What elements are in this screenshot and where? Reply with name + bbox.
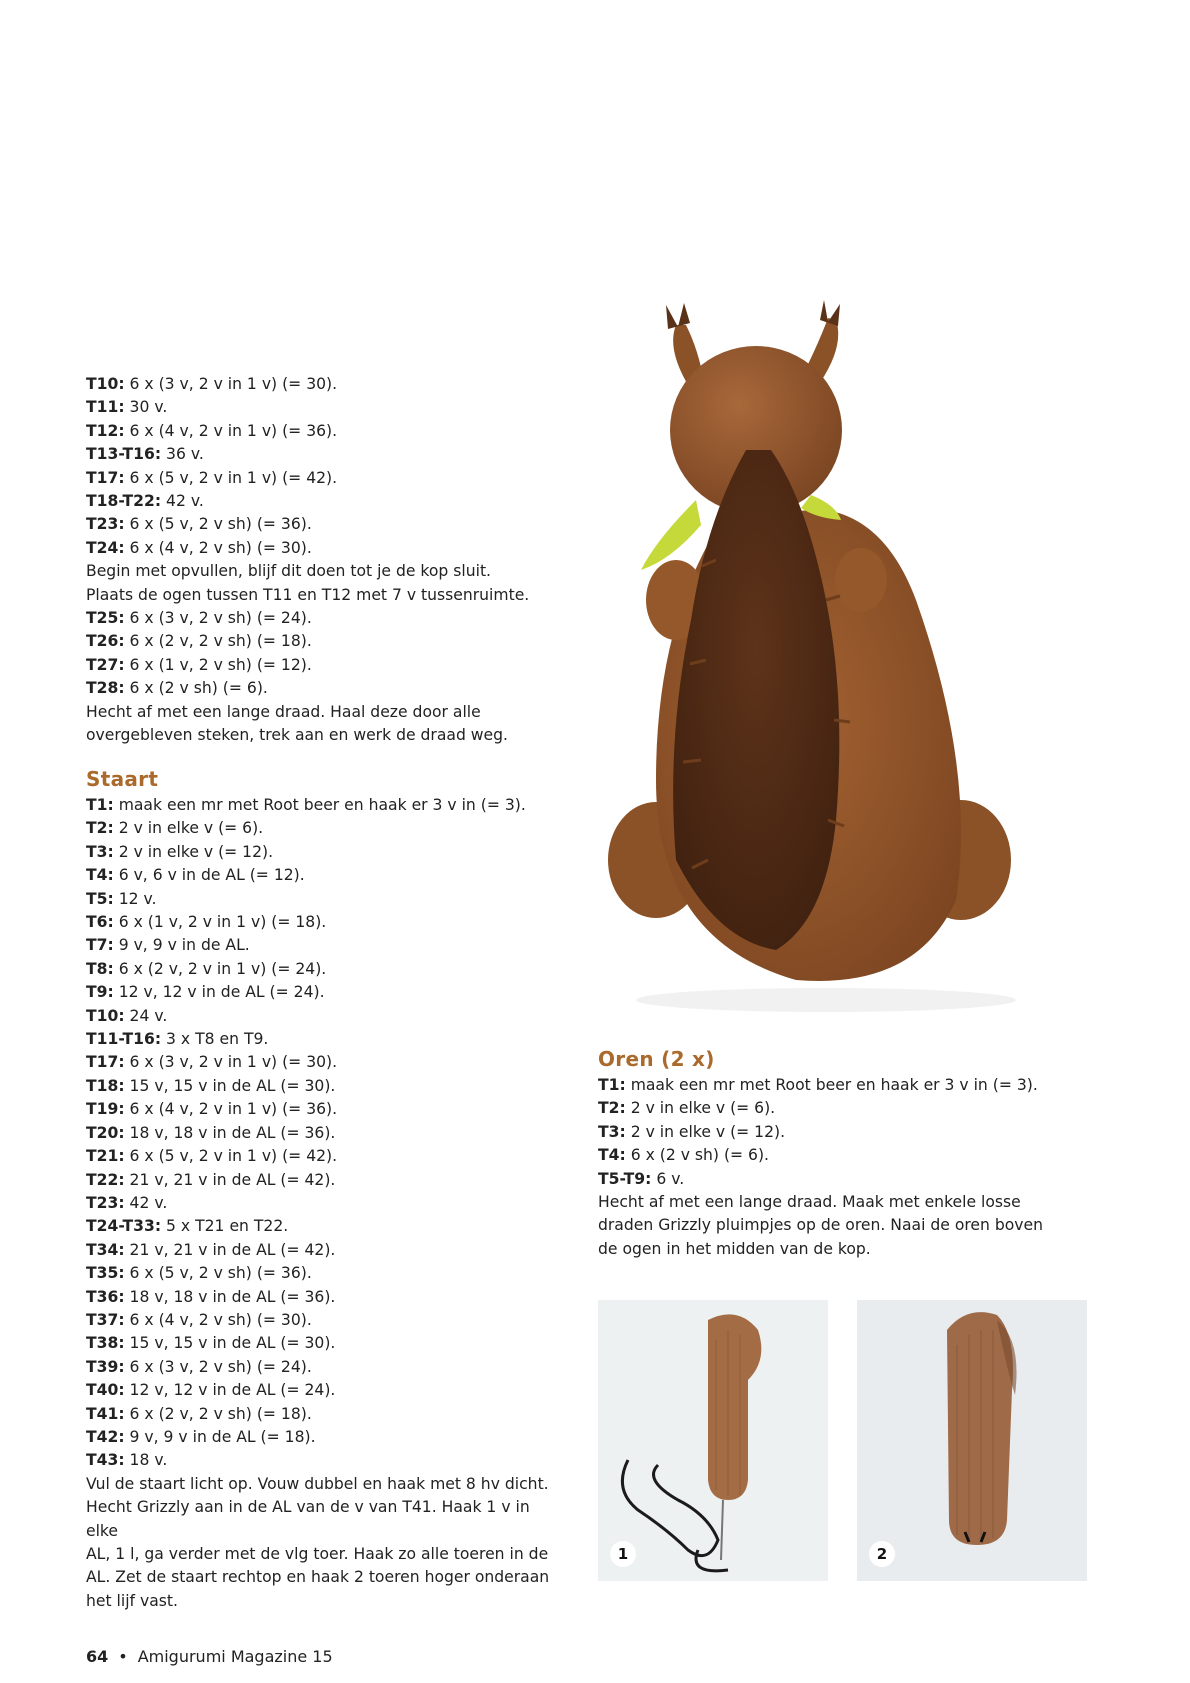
round-label: T28: xyxy=(86,679,125,698)
round-text: 15 v, 15 v in de AL (= 30). xyxy=(124,1334,336,1353)
round-text: 6 x (4 v, 2 v sh) (= 30). xyxy=(124,1310,312,1329)
round-label: T3: xyxy=(86,842,114,861)
pattern-line xyxy=(86,1426,566,1449)
round-text: 12 v. xyxy=(113,889,157,908)
round-text: 6 x (3 v, 2 v in 1 v) (= 30). xyxy=(124,375,338,393)
pattern-line xyxy=(86,373,556,396)
round-label: T9: xyxy=(86,983,114,1002)
round-text: 6 v. xyxy=(651,1169,685,1188)
round-text: 6 x (4 v, 2 v in 1 v) (= 36). xyxy=(124,1100,338,1119)
pattern-line xyxy=(86,677,556,700)
round-text: 6 x (3 v, 2 v sh) (= 24). xyxy=(124,1357,312,1376)
round-text: 6 x (5 v, 2 v in 1 v) (= 42). xyxy=(124,468,338,487)
round-text: 6 x (2 v, 2 v sh) (= 18). xyxy=(124,1404,312,1423)
round-label: T11: xyxy=(86,398,125,417)
round-text: het lijf vast. xyxy=(86,1591,178,1610)
round-label: T25: xyxy=(86,609,125,628)
round-label: T10: xyxy=(86,1006,125,1025)
round-label: T22: xyxy=(86,1170,125,1189)
pattern-line xyxy=(86,1075,566,1098)
pattern-line xyxy=(86,794,566,817)
round-label: T24-T33: xyxy=(86,1217,162,1236)
round-label: T43: xyxy=(86,1451,125,1470)
pattern-line xyxy=(86,1473,566,1496)
round-text: maak een mr met Root beer en haak er 3 v in (= 3). xyxy=(113,796,526,814)
round-label: T21: xyxy=(86,1147,125,1166)
pattern-line xyxy=(598,1074,1078,1097)
pattern-line xyxy=(598,1097,1078,1120)
pattern-line xyxy=(86,701,556,724)
round-label: T34: xyxy=(86,1240,125,1259)
round-label: T38: xyxy=(86,1334,125,1353)
round-text: AL, 1 l, ga verder met de vlg toer. Haak zo alle toeren in de xyxy=(86,1545,549,1563)
round-text: 18 v. xyxy=(124,1451,168,1470)
pattern-line xyxy=(86,1332,566,1355)
pattern-line xyxy=(598,1238,1078,1261)
pattern-line xyxy=(86,1543,566,1566)
round-text: 21 v, 21 v in de AL (= 42). xyxy=(124,1170,336,1189)
round-text: 6 x (2 v, 2 v in 1 v) (= 24). xyxy=(113,959,327,978)
round-text: 6 x (4 v, 2 v in 1 v) (= 36). xyxy=(124,421,338,440)
pattern-line xyxy=(86,958,566,981)
round-label: T2: xyxy=(86,819,114,838)
round-text: 12 v, 12 v in de AL (= 24). xyxy=(113,983,325,1002)
round-text: 30 v. xyxy=(124,398,168,417)
pattern-line xyxy=(86,396,556,419)
pattern-line xyxy=(598,1144,1078,1167)
round-text: Vul de staart licht op. Vouw dubbel en haak met 8 hv dicht. xyxy=(86,1474,549,1493)
pattern-line xyxy=(86,841,566,864)
round-label: T1: xyxy=(598,1076,626,1094)
round-label: T27: xyxy=(86,655,125,674)
round-text: 21 v, 21 v in de AL (= 42). xyxy=(124,1240,336,1259)
pattern-line xyxy=(86,864,566,887)
round-label: T19: xyxy=(86,1100,125,1119)
pattern-line xyxy=(86,443,556,466)
pattern-line xyxy=(86,1051,566,1074)
pattern-line xyxy=(86,560,556,583)
pattern-line xyxy=(86,1286,566,1309)
squirrel-back-photo xyxy=(596,300,1066,1020)
pattern-line xyxy=(598,1121,1078,1144)
round-text: 24 v. xyxy=(124,1006,168,1025)
pattern-line xyxy=(86,1379,566,1402)
round-label: T18: xyxy=(86,1076,125,1095)
round-text: 2 v in elke v (= 6). xyxy=(113,819,264,838)
round-text: 15 v, 15 v in de AL (= 30). xyxy=(124,1076,336,1095)
pattern-line xyxy=(86,1566,566,1589)
pattern-line xyxy=(86,584,556,607)
round-text: 2 v in elke v (= 12). xyxy=(113,842,274,861)
pattern-line xyxy=(598,1191,1078,1214)
round-text: 6 x (2 v sh) (= 6). xyxy=(124,679,268,698)
round-text: 5 x T21 en T22. xyxy=(161,1217,289,1236)
squirrel-illustration xyxy=(596,300,1066,1020)
round-label: T17: xyxy=(86,1053,125,1072)
round-label: T10: xyxy=(86,375,125,393)
round-text: 6 x (5 v, 2 v sh) (= 36). xyxy=(124,1264,312,1283)
pattern-line xyxy=(86,537,556,560)
oren-section xyxy=(598,1046,1078,1261)
pattern-line xyxy=(86,1356,566,1379)
pattern-line xyxy=(86,420,556,443)
round-text: 9 v, 9 v in de AL (= 18). xyxy=(124,1427,316,1446)
pattern-line xyxy=(86,1239,566,1262)
pattern-line xyxy=(86,1098,566,1121)
staart-section xyxy=(86,766,566,1613)
oren-heading: Oren (2 x) xyxy=(598,1047,715,1071)
round-label: T11-T16: xyxy=(86,1030,162,1049)
ear-illustration-2 xyxy=(857,1300,1087,1581)
round-text: 6 x (5 v, 2 v sh) (= 36). xyxy=(124,515,312,534)
pattern-line xyxy=(86,630,556,653)
round-text: 6 x (1 v, 2 v in 1 v) (= 18). xyxy=(113,913,327,932)
round-label: T39: xyxy=(86,1357,125,1376)
round-text: Hecht af met een lange draad. Haal deze door alle xyxy=(86,702,481,721)
pattern-line xyxy=(86,724,556,747)
round-text: 9 v, 9 v in de AL. xyxy=(113,936,250,955)
ear-step-photo-1 xyxy=(598,1300,828,1581)
pattern-line xyxy=(86,1496,566,1543)
round-text: 18 v, 18 v in de AL (= 36). xyxy=(124,1123,336,1142)
round-text: 42 v. xyxy=(161,492,204,511)
pattern-line xyxy=(86,1449,566,1472)
round-label: T4: xyxy=(598,1146,626,1165)
round-text: Hecht af met een lange draad. Maak met enkele losse xyxy=(598,1193,1021,1212)
round-label: T26: xyxy=(86,632,125,651)
round-label: T18-T22: xyxy=(86,492,162,511)
head-rounds-block xyxy=(86,373,556,748)
round-text: 36 v. xyxy=(161,445,204,464)
step-badge-1: 1 xyxy=(610,1541,636,1567)
pattern-line xyxy=(86,1122,566,1145)
round-text: 6 x (3 v, 2 v sh) (= 24). xyxy=(124,609,312,628)
round-label: T2: xyxy=(598,1099,626,1118)
round-text: 3 x T8 en T9. xyxy=(161,1030,269,1049)
pattern-line xyxy=(86,1262,566,1285)
page-number: 64 xyxy=(86,1647,109,1666)
round-text: draden Grizzly pluimpjes op de oren. Naai de oren boven xyxy=(598,1216,1044,1235)
round-text: 6 x (1 v, 2 v sh) (= 12). xyxy=(124,655,312,674)
round-label: T4: xyxy=(86,866,114,885)
step-badge-2: 2 xyxy=(869,1541,895,1567)
pattern-line xyxy=(86,1145,566,1168)
round-label: T1: xyxy=(86,796,114,814)
round-label: T35: xyxy=(86,1264,125,1283)
round-text: 2 v in elke v (= 12). xyxy=(625,1122,786,1141)
round-text: maak een mr met Root beer en haak er 3 v in (= 3). xyxy=(625,1076,1038,1094)
round-label: T23: xyxy=(86,1193,125,1212)
pattern-line xyxy=(86,1215,566,1238)
pattern-line xyxy=(86,1005,566,1028)
pattern-line xyxy=(86,607,556,630)
round-label: T12: xyxy=(86,421,125,440)
round-label: T37: xyxy=(86,1310,125,1329)
round-text: Begin met opvullen, blijf dit doen tot je de kop sluit. xyxy=(86,562,492,581)
round-text: Plaats de ogen tussen T11 en T12 met 7 v tussenruimte. xyxy=(86,585,530,604)
round-text: 2 v in elke v (= 6). xyxy=(625,1099,776,1118)
round-label: T5: xyxy=(86,889,114,908)
pattern-line xyxy=(86,513,556,536)
round-label: T40: xyxy=(86,1381,125,1400)
round-text: Hecht Grizzly aan in de AL van de v van T41. Haak 1 v in elke xyxy=(86,1498,530,1540)
round-label: T5-T9: xyxy=(598,1169,652,1188)
ear-step-photo-2 xyxy=(857,1300,1087,1581)
round-text: 18 v, 18 v in de AL (= 36). xyxy=(124,1287,336,1306)
round-text: AL. Zet de staart rechtop en haak 2 toeren hoger onderaan xyxy=(86,1568,550,1587)
pattern-line xyxy=(86,888,566,911)
staart-rounds xyxy=(86,794,566,1613)
pattern-line xyxy=(86,1309,566,1332)
pattern-line xyxy=(86,1028,566,1051)
pattern-line xyxy=(598,1168,1078,1191)
pattern-line xyxy=(86,817,566,840)
ear-illustration-1 xyxy=(598,1300,828,1581)
round-label: T3: xyxy=(598,1122,626,1141)
round-label: T6: xyxy=(86,913,114,932)
round-label: T17: xyxy=(86,468,125,487)
round-text: overgebleven steken, trek aan en werk de draad weg. xyxy=(86,726,508,745)
round-text: 6 x (2 v sh) (= 6). xyxy=(625,1146,770,1165)
round-label: T20: xyxy=(86,1123,125,1142)
oren-rounds xyxy=(598,1074,1078,1261)
pattern-line xyxy=(86,467,556,490)
pattern-line xyxy=(86,1403,566,1426)
pattern-line xyxy=(86,1192,566,1215)
pattern-line xyxy=(86,1590,566,1613)
round-text: 42 v. xyxy=(124,1193,168,1212)
round-text: 6 x (2 v, 2 v sh) (= 18). xyxy=(124,632,312,651)
round-text: 6 x (4 v, 2 v sh) (= 30). xyxy=(124,538,312,557)
round-label: T41: xyxy=(86,1404,125,1423)
footer-separator: • xyxy=(118,1647,128,1666)
page-footer xyxy=(86,1646,333,1668)
round-label: T42: xyxy=(86,1427,125,1446)
pattern-line xyxy=(86,981,566,1004)
round-label: T24: xyxy=(86,538,125,557)
round-label: T7: xyxy=(86,936,114,955)
round-label: T36: xyxy=(86,1287,125,1306)
round-text: 12 v, 12 v in de AL (= 24). xyxy=(124,1381,336,1400)
round-label: T8: xyxy=(86,959,114,978)
staart-heading: Staart xyxy=(86,767,159,791)
round-text: 6 v, 6 v in de AL (= 12). xyxy=(113,866,305,885)
magazine-name: Amigurumi Magazine 15 xyxy=(137,1647,333,1666)
round-text: 6 x (3 v, 2 v in 1 v) (= 30). xyxy=(124,1053,338,1072)
round-text: de ogen in het midden van de kop. xyxy=(598,1239,871,1258)
pattern-line xyxy=(86,654,556,677)
pattern-line xyxy=(86,1169,566,1192)
pattern-line xyxy=(598,1214,1078,1237)
round-label: T13-T16: xyxy=(86,445,162,464)
pattern-line xyxy=(86,934,566,957)
round-label: T23: xyxy=(86,515,125,534)
pattern-line xyxy=(86,911,566,934)
round-text: 6 x (5 v, 2 v in 1 v) (= 42). xyxy=(124,1147,338,1166)
pattern-line xyxy=(86,490,556,513)
